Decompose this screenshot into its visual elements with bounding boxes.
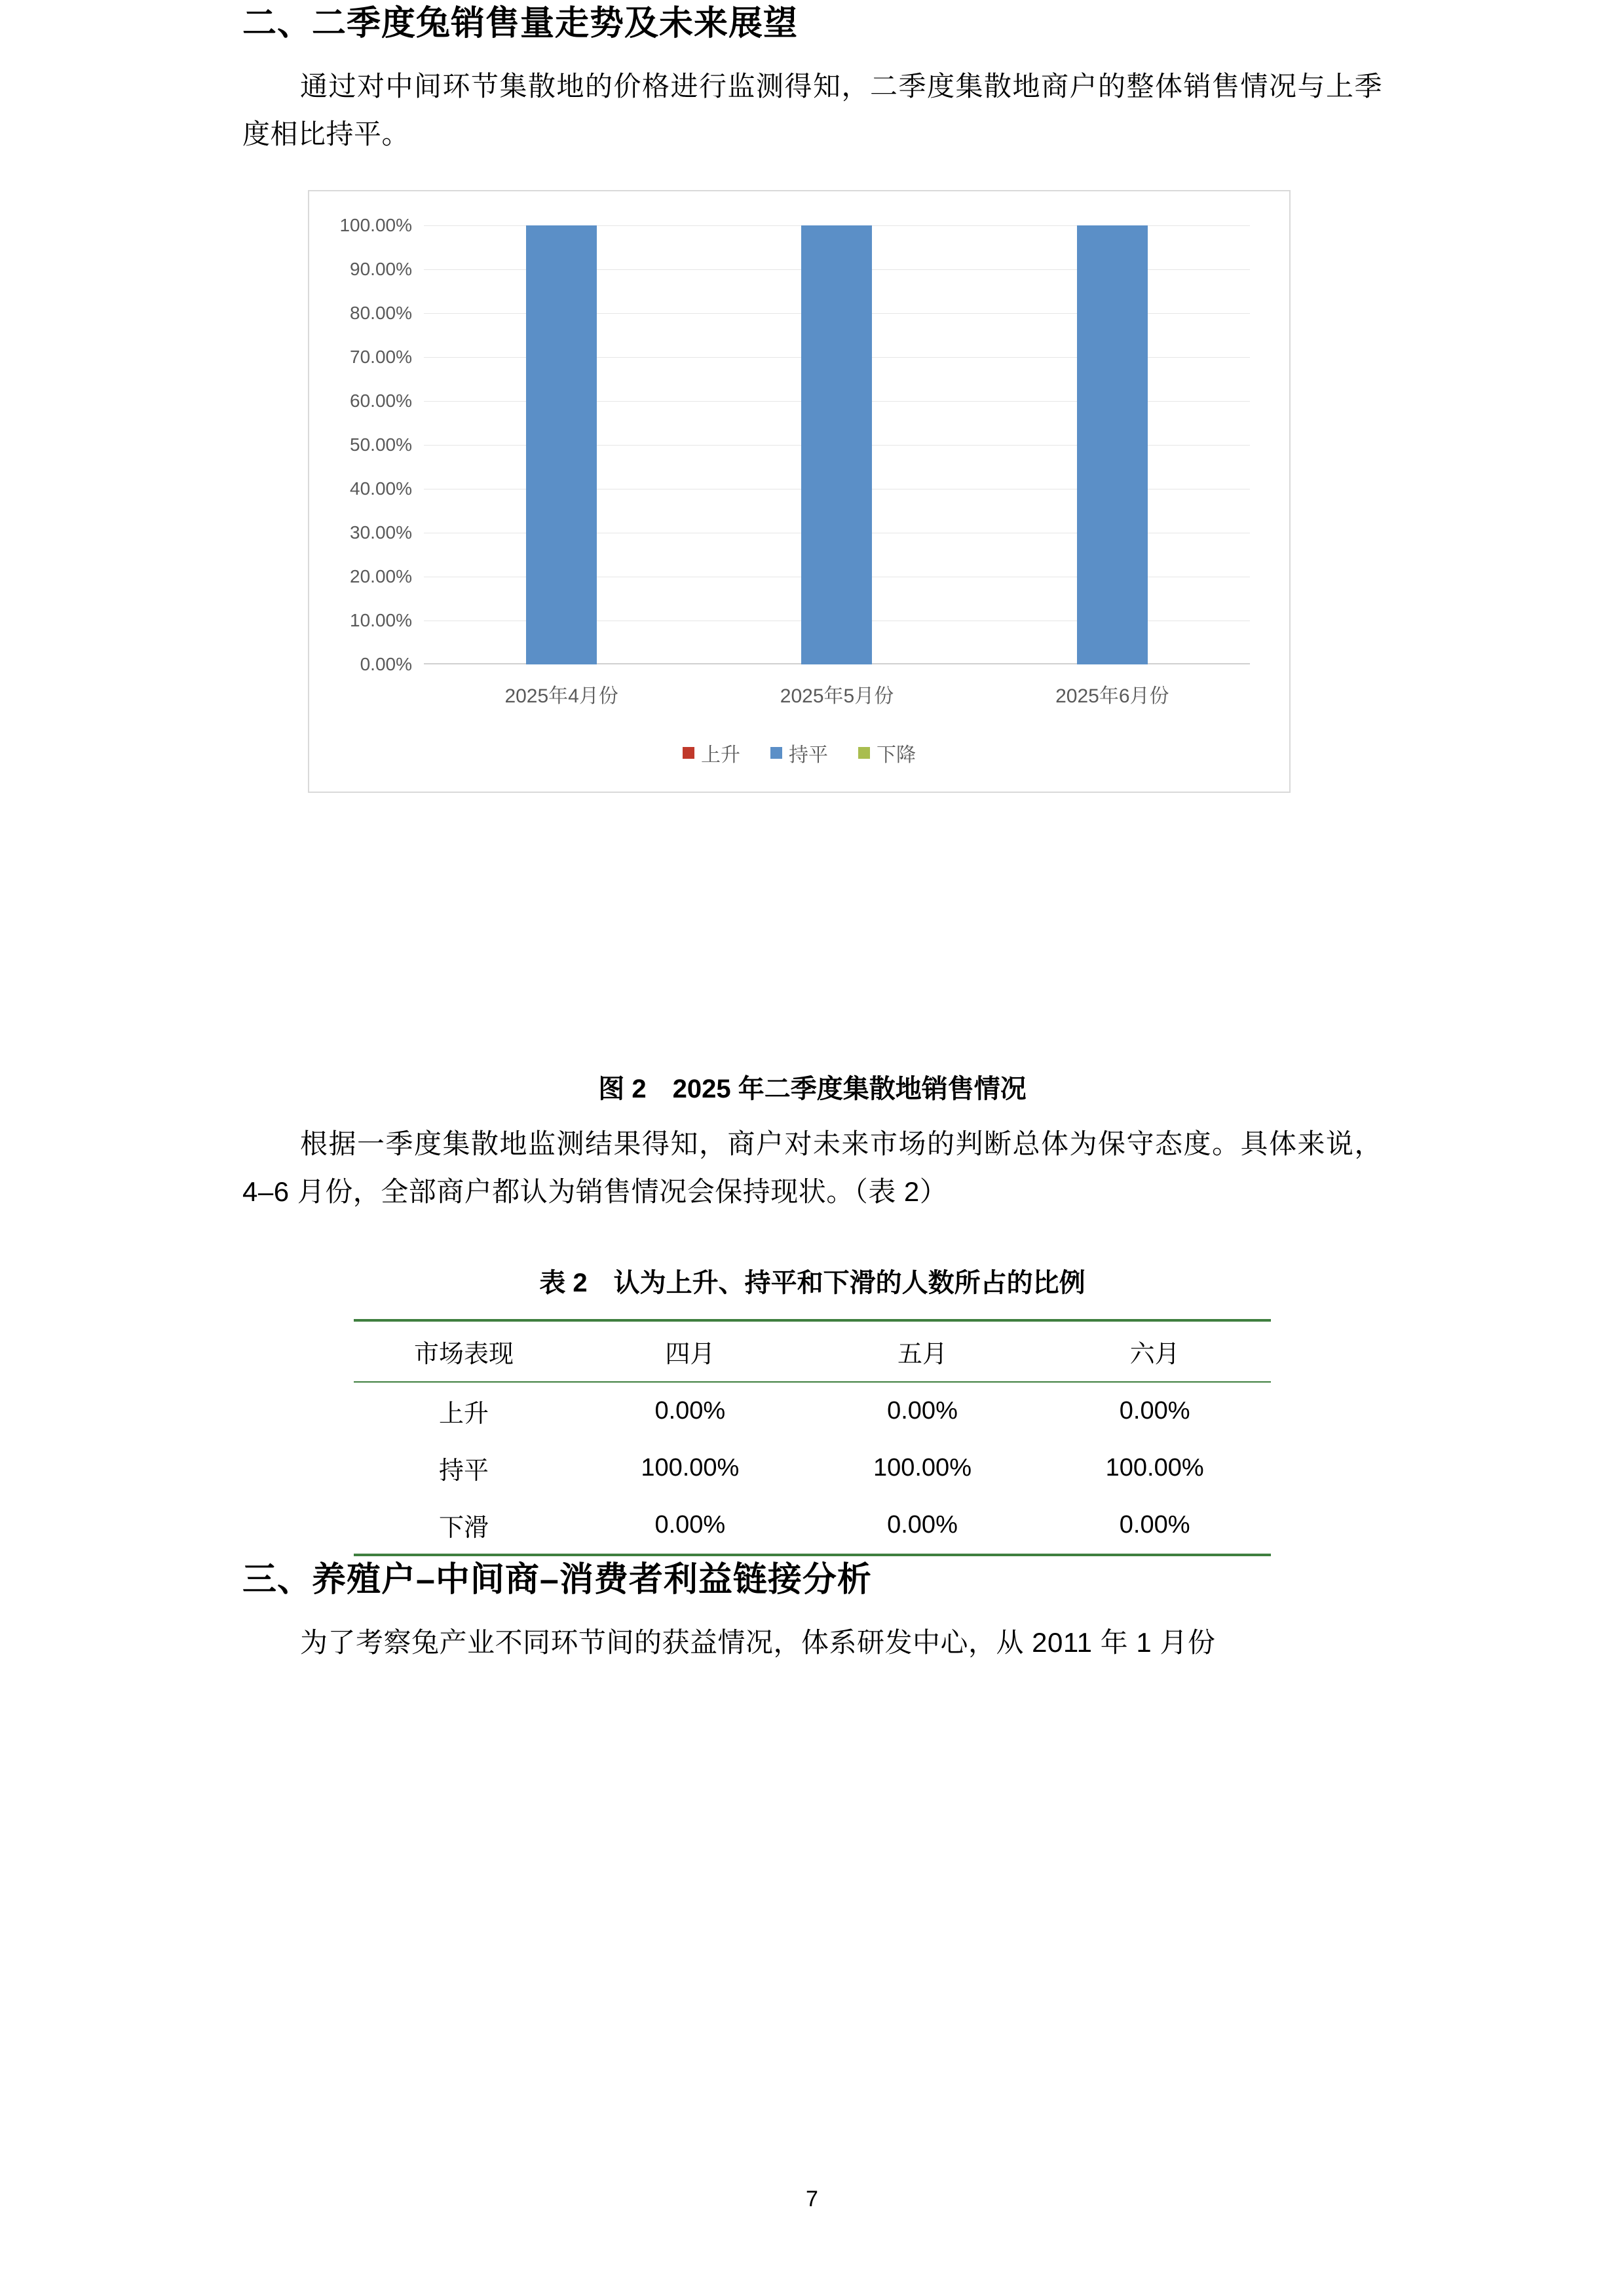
legend-swatch-icon <box>858 747 870 759</box>
legend-label: 下降 <box>877 744 916 766</box>
y-axis-tick-label: 100.00% <box>339 214 412 235</box>
table-row <box>354 1440 1271 1497</box>
legend-label: 持平 <box>789 744 828 766</box>
page-content <box>242 0 1382 1666</box>
section-heading-3: 三、养殖户–中间商–消费者利益链接分析 <box>242 1560 872 1599</box>
table-cell: 上升 <box>438 1400 489 1428</box>
table-header-row <box>354 1320 1271 1382</box>
y-axis-tick-label: 20.00% <box>350 565 412 586</box>
table-cell: 100.00% <box>873 1453 972 1482</box>
chart-legend <box>309 738 1289 767</box>
table-cell: 下滑 <box>354 1497 574 1555</box>
bar-group-may <box>700 225 973 664</box>
bar-group-june <box>976 225 1249 664</box>
y-axis-tick-label: 10.00% <box>350 609 412 630</box>
y-axis-tick-label: 40.00% <box>350 478 412 499</box>
bar-chiping-april <box>526 225 597 664</box>
y-axis-tick-label: 80.00% <box>350 302 412 323</box>
chart-bars <box>424 225 1250 664</box>
table-cell: 0.00% <box>1038 1497 1271 1555</box>
y-axis-tick-label: 90.00% <box>350 258 412 279</box>
section-3-paragraph-1: 为了考察兔产业不同环节间的获益情况，体系研发中心，从 2011 年 1 月份 <box>300 1626 1216 1658</box>
market-performance-table <box>354 1319 1271 1556</box>
table-cell: 0.00% <box>574 1497 806 1555</box>
bar-chiping-june <box>1077 225 1148 664</box>
table-cell: 持平 <box>438 1457 489 1485</box>
table-cell: 0.00% <box>887 1396 958 1425</box>
legend-label: 上升 <box>701 744 740 766</box>
table-cell: 0.00% <box>806 1497 1039 1555</box>
table-cell: 100.00% <box>641 1453 740 1482</box>
section-2-paragraph-1: 通过对中间环节集散地的价格进行监测得知，二季度集散地商户的整体销售情况与上季度相比持平。 <box>242 70 1382 150</box>
y-axis-tick-label: 70.00% <box>350 346 412 367</box>
legend-item-flat <box>770 738 828 767</box>
legend-swatch-icon <box>683 747 694 759</box>
table-caption: 表 2 认为上升、持平和下滑的人数所占的比例 <box>539 1268 1086 1297</box>
table-cell: 100.00% <box>1105 1453 1204 1482</box>
table-header-cell: 六月 <box>1038 1320 1271 1382</box>
chart-plot-area <box>339 214 1250 674</box>
x-axis-tick-label: 2025年5月份 <box>780 685 894 707</box>
y-axis-tick-label: 0.00% <box>360 653 412 674</box>
x-axis-tick-label: 2025年4月份 <box>504 685 618 707</box>
table-header-cell: 市场表现 <box>354 1320 574 1382</box>
table-header-cell: 四月 <box>574 1320 806 1382</box>
figure-caption: 图 2 2025 年二季度集散地销售情况 <box>598 1074 1027 1103</box>
table-cell: 0.00% <box>654 1396 726 1425</box>
y-axis-tick-label: 50.00% <box>350 434 412 455</box>
bar-group-april <box>425 225 698 664</box>
legend-swatch-icon <box>770 747 782 759</box>
y-axis-tick-label: 30.00% <box>350 522 412 543</box>
y-axis-tick-label: 60.00% <box>350 390 412 411</box>
middle-paragraph: 根据一季度集散地监测结果得知，商户对未来市场的判断总体为保守态度。具体来说，4–6 月份，全部商户都认为销售情况会保持现状。（表 2） <box>242 1128 1382 1208</box>
table-header-cell: 五月 <box>806 1320 1039 1382</box>
chart-x-axis-labels <box>424 679 1250 708</box>
table-row <box>354 1382 1271 1440</box>
legend-item-rise <box>683 738 740 767</box>
table-cell: 0.00% <box>1119 1396 1190 1425</box>
x-axis-tick-label: 2025年6月份 <box>1055 685 1169 707</box>
table-row <box>354 1497 1271 1555</box>
legend-item-fall <box>858 738 916 767</box>
bar-chiping-may <box>801 225 872 664</box>
section-heading-2: 二、二季度兔销售量走势及未来展望 <box>242 5 799 43</box>
sales-bar-chart <box>308 190 1291 793</box>
page-number: 7 <box>806 2187 818 2211</box>
